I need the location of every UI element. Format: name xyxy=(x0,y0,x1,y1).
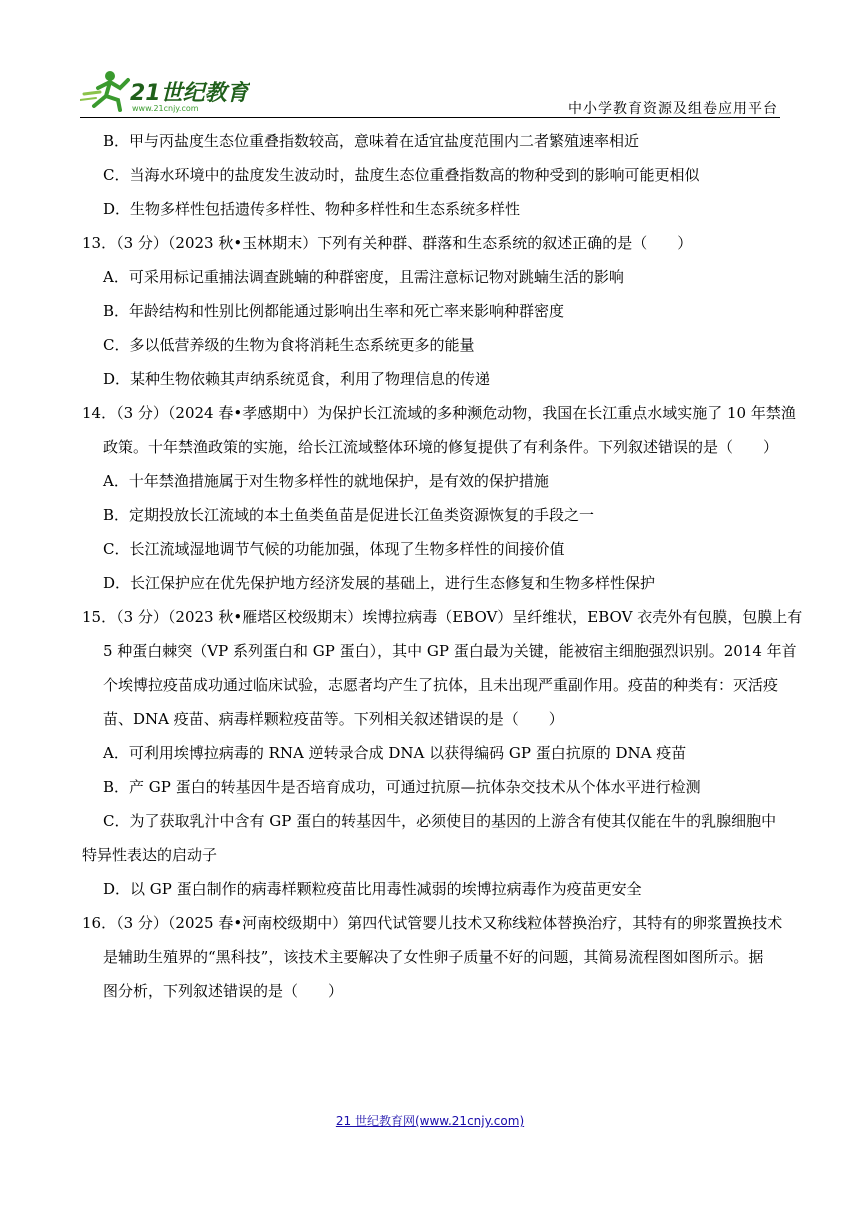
answer-option: D．长江保护应在优先保护地方经济发展的基础上，进行生态修复和生物多样性保护 xyxy=(103,574,656,592)
question-continuation: 个埃博拉疫苗成功通过临床试验，志愿者均产生了抗体，且未出现严重副作用。疫苗的种类有：灭活疫 xyxy=(103,676,779,694)
logo-text: 21世纪教育 xyxy=(130,81,249,106)
answer-option: B．产 GP 蛋白的转基因牛是否培育成功，可通过抗原—抗体杂交技术从个体水平进行检测 xyxy=(103,778,701,796)
21cnjy-logo xyxy=(80,66,250,114)
page-footer xyxy=(0,1112,860,1129)
answer-option: B．甲与丙盐度生态位重叠指数较高，意味着在适宜盐度范围内二者繁殖速率相近 xyxy=(103,132,640,150)
logo-url: www.21cnjy.com xyxy=(132,104,199,113)
question-content xyxy=(82,124,803,1008)
question-continuation: 苗、DNA 疫苗、病毒样颗粒疫苗等。下列相关叙述错误的是（ ） xyxy=(103,710,564,728)
answer-option: C．多以低营养级的生物为食将消耗生态系统更多的能量 xyxy=(103,336,475,354)
answer-option: A．十年禁渔措施属于对生物多样性的就地保护，是有效的保护措施 xyxy=(103,472,549,490)
question-line: 15．（3 分）（2023 秋•雁塔区校级期末）埃博拉病毒（EBOV）呈纤维状，EBOV 衣壳外有包膜，包膜上有 xyxy=(82,608,803,626)
page-header xyxy=(0,0,860,120)
answer-option: D．以 GP 蛋白制作的病毒样颗粒疫苗比用毒性减弱的埃博拉病毒作为疫苗更安全 xyxy=(103,880,642,898)
answer-option: B．年龄结构和性别比例都能通过影响出生率和死亡率来影响种群密度 xyxy=(103,302,565,320)
question-line: 特异性表达的启动子 xyxy=(82,846,218,864)
answer-option: C．长江流域湿地调节气候的功能加强，体现了生物多样性的间接价值 xyxy=(103,540,565,558)
answer-option: C．为了获取乳汁中含有 GP 蛋白的转基因牛，必须使目的基因的上游含有使其仅能在牛的乳腺细胞中 xyxy=(103,812,777,830)
answer-option: A．可采用标记重捕法调查跳蝻的种群密度，且需注意标记物对跳蝻生活的影响 xyxy=(103,268,624,286)
answer-option: A．可利用埃博拉病毒的 RNA 逆转录合成 DNA 以获得编码 GP 蛋白抗原的 DNA 疫苗 xyxy=(103,744,687,762)
header-divider xyxy=(80,117,780,118)
answer-option: D．生物多样性包括遗传多样性、物种多样性和生态系统多样性 xyxy=(103,200,521,218)
question-line: 14．（3 分）（2024 春•孝感期中）为保护长江流域的多种濒危动物，我国在长江重点水域实施了 10 年禁渔 xyxy=(82,404,796,422)
platform-title: 中小学教育资源及组卷应用平台 xyxy=(568,101,778,117)
footer-link[interactable]: 21 世纪教育网(www.21cnjy.com) xyxy=(335,1114,525,1128)
answer-option: D．某种生物依赖其声纳系统觅食，利用了物理信息的传递 xyxy=(103,370,491,388)
question-continuation: 5 种蛋白棘突（VP 系列蛋白和 GP 蛋白），其中 GP 蛋白最为关键，能被宿主细胞强烈识别。2014 年首 xyxy=(103,642,797,660)
question-continuation: 是辅助生殖界的“黑科技”，该技术主要解决了女性卵子质量不好的问题，其简易流程图如图所示。据 xyxy=(103,948,764,966)
answer-option: C．当海水环境中的盐度发生波动时，盐度生态位重叠指数高的物种受到的影响可能更相似 xyxy=(103,166,700,184)
question-continuation: 政策。十年禁渔政策的实施，给长江流域整体环境的修复提供了有利条件。下列叙述错误的是（ ） xyxy=(103,438,779,456)
question-continuation: 图分析，下列叙述错误的是（ ） xyxy=(103,982,344,1000)
answer-option: B．定期投放长江流域的本土鱼类鱼苗是促进长江鱼类资源恢复的手段之一 xyxy=(103,506,595,524)
question-line: 13．（3 分）（2023 秋•玉林期末）下列有关种群、群落和生态系统的叙述正确的是（ ） xyxy=(82,234,693,252)
question-line: 16．（3 分）（2025 春•河南校级期中）第四代试管婴儿技术又称线粒体替换治疗，其特有的卵浆置换技术 xyxy=(82,914,783,932)
